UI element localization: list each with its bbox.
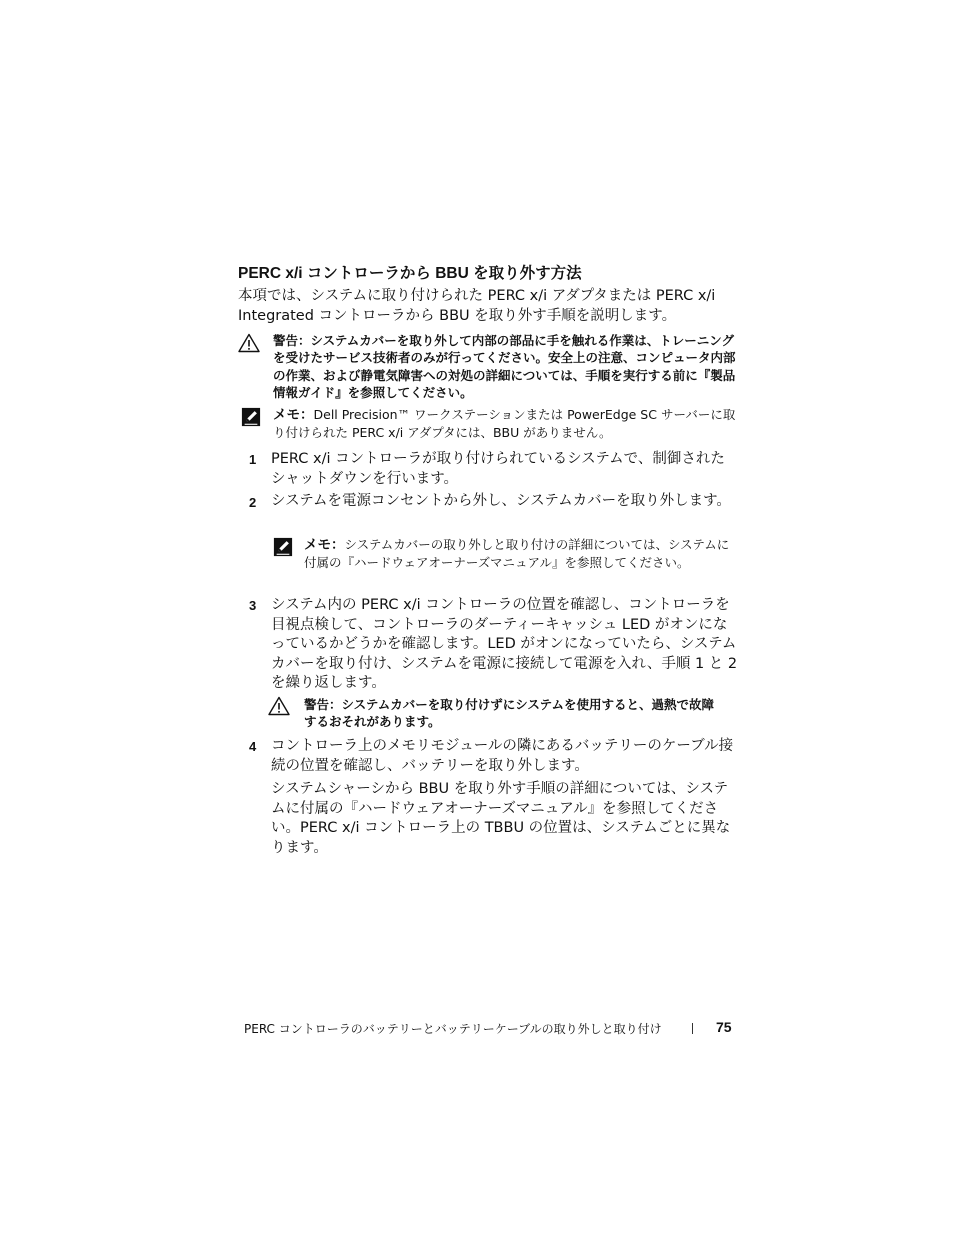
step-number: 1 — [249, 452, 257, 467]
step-number: 2 — [249, 495, 257, 510]
step-number: 4 — [249, 739, 257, 754]
warning-triangle-icon — [238, 333, 260, 353]
note-label: メモ： — [273, 407, 314, 423]
footer-running-title: PERC コントローラのバッテリーとバッテリーケーブルの取り外しと取り付け — [244, 1022, 662, 1036]
warning-text: 警告：システムカバーを取り付けずにシステムを使用すると、過熱で故障するおそれがあります。 — [304, 697, 715, 730]
note-label: メモ： — [304, 537, 345, 553]
step-text: PERC x/i コントローラが取り付けられているシステムで、制御されたシャットダウンを行います。 — [271, 451, 725, 487]
step-paragraph: システムシャーシから BBU を取り外す手順の詳細については、システムに付属の『ハードウェアオーナーズマニュアル』を参照してください。PERC x/i コントローラ上の TBBU の位置は、システムごとに異なります。 — [271, 781, 731, 856]
note-body: システムカバーの取り外しと取り付けの詳細については、システムに付属の『ハードウェアオーナーズマニュアル』を参照してください。 — [304, 537, 730, 570]
intro-paragraph: 本項では、システムに取り付けられた PERC x/i アダプタまたは PERC x/i Integrated コントローラから BBU を取り外す手順を説明します。 — [238, 288, 716, 324]
note-text — [304, 536, 738, 572]
section-title: PERC x/i コントローラから BBU を取り外す方法 — [238, 265, 582, 282]
page-number: 75 — [716, 1019, 732, 1035]
note-pencil-icon — [240, 407, 262, 427]
footer-separator — [692, 1023, 693, 1034]
step-text: システム内の PERC x/i コントローラの位置を確認し、コントローラを目視点検して、コントローラのダーティーキャッシュ LED がオンになっているかどうかを確認します。LED がオンになっていたら、システムカバーを取り付け、システムを電源に接続して電源を入れ、手順 1 と 2 を繰り返します。 — [271, 597, 738, 691]
step-text: システムを電源コンセントから外し、システムカバーを取り外します。 — [271, 493, 731, 509]
note-text — [273, 406, 737, 442]
step-number: 3 — [249, 598, 257, 613]
warning-text: 警告：システムカバーを取り外して内部の部品に手を触れる作業は、トレーニングを受けたサービス技術者のみが行ってください。安全上の注意、コンピュータ内部の作業、および静電気障害への対処の詳細については、手順を実行する前に『製品情報ガイド』を参照してください。 — [273, 333, 736, 400]
step-text: コントローラ上のメモリモジュールの隣にあるバッテリーのケーブル接続の位置を確認し、バッテリーを取り外します。 — [271, 738, 734, 774]
note-pencil-icon — [272, 537, 294, 557]
warning-triangle-icon — [268, 696, 290, 716]
note-body: Dell Precision™ ワークステーションまたは PowerEdge SC サーバーに取り付けられた PERC x/i アダプタには、BBU がありません。 — [273, 407, 736, 440]
